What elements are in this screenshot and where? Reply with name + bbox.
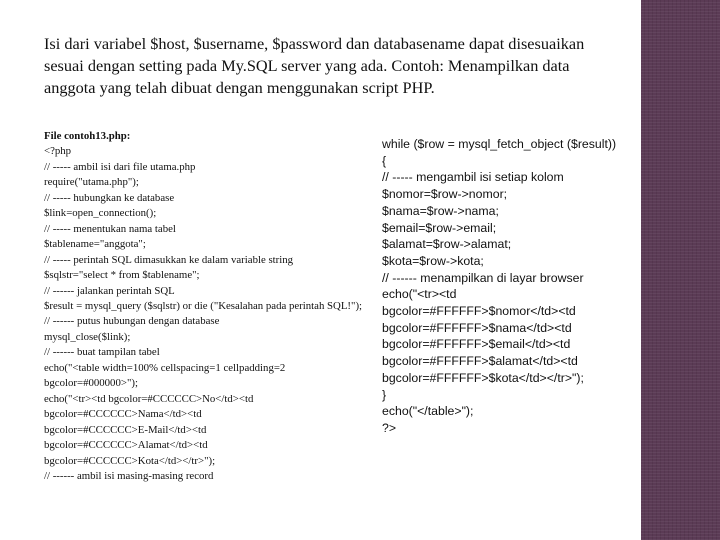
left-code-listing	[44, 129, 374, 484]
code-line: $alamat=$row->alamat;	[382, 237, 512, 252]
code-line: // ------ ambil isi masing-masing record	[44, 469, 214, 482]
code-line: // ------ jalankan perintah SQL	[44, 284, 175, 297]
code-line: bgcolor=#CCCCCC>Alamat</td><td	[44, 439, 208, 452]
code-line: bgcolor=#FFFFFF>$kota</td></tr>");	[382, 370, 584, 385]
decorative-side-panel	[640, 0, 720, 540]
code-line: $result = mysql_query ($sqlstr) or die ("Kesalahan pada perintah SQL!");	[44, 299, 363, 312]
code-line: echo("<tr><td bgcolor=#CCCCCC>No</td><td	[44, 392, 254, 405]
intro-line: sesuai dengan setting pada My.SQL server yang ada. Contoh: Menampilkan data	[44, 56, 570, 75]
code-line: // ------ menampilkan di layar browser	[382, 270, 584, 285]
code-line: echo("<tr><td	[382, 287, 457, 302]
code-line: // ------ buat tampilan tabel	[44, 346, 160, 359]
code-line: require("utama.php");	[44, 176, 139, 189]
code-line: ?>	[382, 420, 397, 435]
code-line: // ----- ambil isi dari file utama.php	[44, 160, 196, 173]
code-line: // ----- mengambil isi setiap kolom	[382, 170, 564, 185]
code-line: bgcolor=#CCCCCC>Nama</td><td	[44, 408, 202, 421]
code-line: $tablename="anggota";	[44, 238, 146, 251]
code-line: bgcolor=#CCCCCC>Kota</td></tr>");	[44, 454, 216, 467]
code-line: }	[382, 387, 387, 402]
code-line: $nomor=$row->nomor;	[382, 187, 508, 202]
right-code-listing	[382, 136, 640, 437]
code-line: bgcolor=#FFFFFF>$nomor</td><td	[382, 304, 576, 319]
code-line: {	[382, 153, 387, 168]
code-line: <?php	[44, 145, 72, 158]
code-line: echo("<table width=100% cellspacing=1 cellpadding=2	[44, 361, 286, 374]
code-line: $email=$row->email;	[382, 220, 497, 235]
code-line: bgcolor=#FFFFFF>$nama</td><td	[382, 320, 572, 335]
code-line: // ----- menentukan nama tabel	[44, 222, 176, 235]
code-line: while ($row = mysql_fetch_object ($result))	[382, 137, 617, 151]
code-line: bgcolor=#000000>");	[44, 377, 138, 390]
code-line: // ----- hubungkan ke database	[44, 191, 175, 204]
code-line: bgcolor=#CCCCCC>E-Mail</td><td	[44, 423, 207, 436]
code-line: // ----- perintah SQL dimasukkan ke dalam variable string	[44, 253, 294, 266]
code-line: mysql_close($link);	[44, 330, 131, 343]
intro-line: anggota yang telah dibuat dengan menggunakan script PHP.	[44, 78, 435, 97]
code-line: bgcolor=#FFFFFF>$alamat</td><td	[382, 354, 578, 369]
code-line: $sqlstr="select * from $tablename";	[44, 269, 200, 282]
code-line: // ------ putus hubungan dengan database	[44, 315, 220, 328]
intro-line: Isi dari variabel $host, $username, $password dan databasename dapat disesuaikan	[44, 34, 585, 53]
file-title: File contoh13.php:	[44, 130, 131, 142]
intro-paragraph	[44, 33, 640, 99]
code-line: $nama=$row->nama;	[382, 203, 499, 218]
code-line: bgcolor=#FFFFFF>$email</td><td	[382, 337, 571, 352]
code-line: echo("</table>");	[382, 404, 474, 419]
code-line: $kota=$row->kota;	[382, 253, 484, 268]
code-line: $link=open_connection();	[44, 207, 157, 220]
